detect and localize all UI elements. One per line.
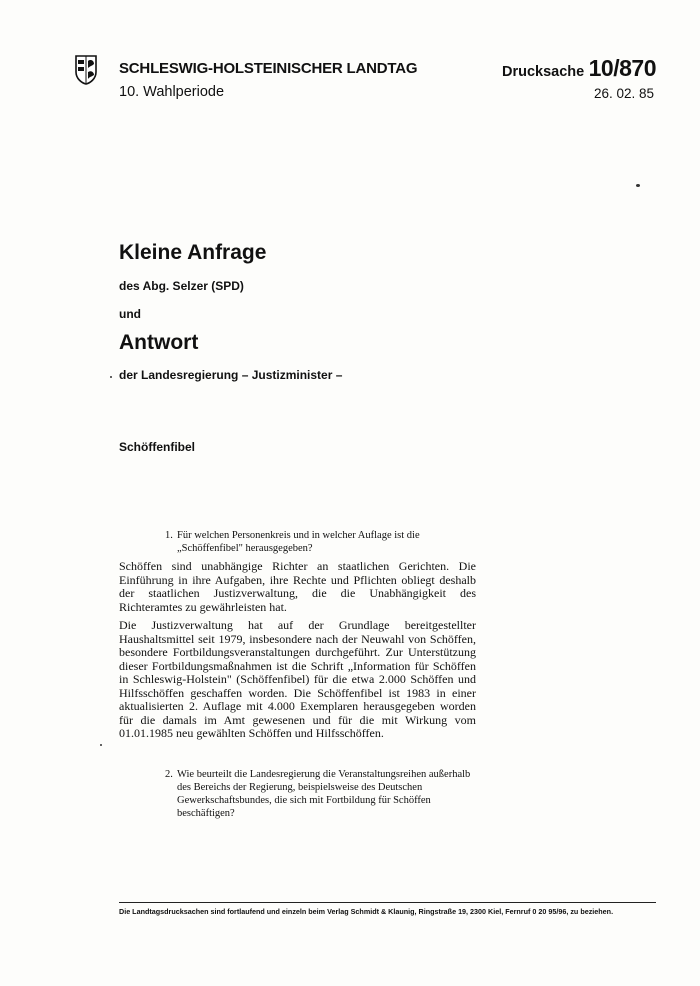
legislative-period: 10. Wahlperiode — [119, 84, 225, 100]
answer-heading: Antwort — [119, 331, 199, 354]
footer-note: Die Landtagsdrucksachen sind fortlaufend und einzeln beim Verlag Schmidt & Klaunig, Ringstraße 19, 2300 Kiel, Fernruf 0 20 95/96, zu beziehen. — [119, 907, 614, 916]
drucksache-label: Drucksache — [501, 64, 585, 80]
scan-speck — [100, 744, 102, 746]
question-1 — [165, 529, 485, 555]
answer-paragraph-2: Die Justizverwaltung hat auf der Grundlage bereitgestellter Haushaltsmittel seit 1979, insbesondere nach der Neuwahl von Schöffen, besondere Fortbildungsveranstaltungen durchgeführt. Zur Unterstützung dieser Fortbildungsmaßnahmen ist die Schrift „Information für Schöffen in Schleswig-Holstein" (Schöffenfibel) für die etwa 2.000 Schöffen und Hilfsschöffen geschaffen worden. Die Schöffenfibel ist 1983 in einer aktualisierten 2. Auflage mit 4.000 Exemplaren herausgegeben worden für die damals im Amt gewesenen und für die mit Wirkung vom 01.01.1985 neu gewählten Schöffen und Hilfsschöffen. — [119, 618, 476, 740]
scan-speck — [110, 376, 112, 378]
responder: der Landesregierung – Justizminister – — [119, 368, 343, 382]
answer-paragraph-1: Schöffen sind unabhängige Richter an staatlichen Gerichten. Die Einführung in ihre Aufgaben, ihre Rechte und Pflichten obliegt deshalb der staatlichen Justizverwaltung, die die Unabhängigkeit des Richteramtes zu gewährleisten hat. — [119, 559, 476, 614]
question-number: 2. — [165, 769, 173, 780]
document-number — [502, 55, 656, 82]
question-2 — [165, 768, 485, 820]
topic-title: Schöffenfibel — [119, 440, 196, 454]
drucksache-number: 10/870 — [588, 55, 656, 81]
conjunction: und — [119, 307, 141, 321]
question-text: Für welchen Personenkreis und in welcher Auflage ist die „Schöffenfibel" herausgegeben? — [177, 530, 420, 554]
question-text: Wie beurteilt die Landesregierung die Veranstaltungsreihen außerhalb des Bereichs der Regierung, beispielsweise des Deutschen Gewerkschaftsbundes, die sich mit Fortbildung für Schöffen beschäftigen? — [177, 769, 471, 819]
scan-speck — [636, 184, 640, 187]
footer-divider — [119, 902, 656, 903]
coat-of-arms-icon — [75, 55, 97, 85]
question-number: 1. — [165, 530, 173, 541]
document-date: 26. 02. 85 — [593, 86, 654, 101]
parliament-name: SCHLESWIG-HOLSTEINISCHER LANDTAG — [119, 60, 418, 77]
inquirer: des Abg. Selzer (SPD) — [119, 279, 244, 293]
inquiry-heading: Kleine Anfrage — [119, 241, 267, 264]
